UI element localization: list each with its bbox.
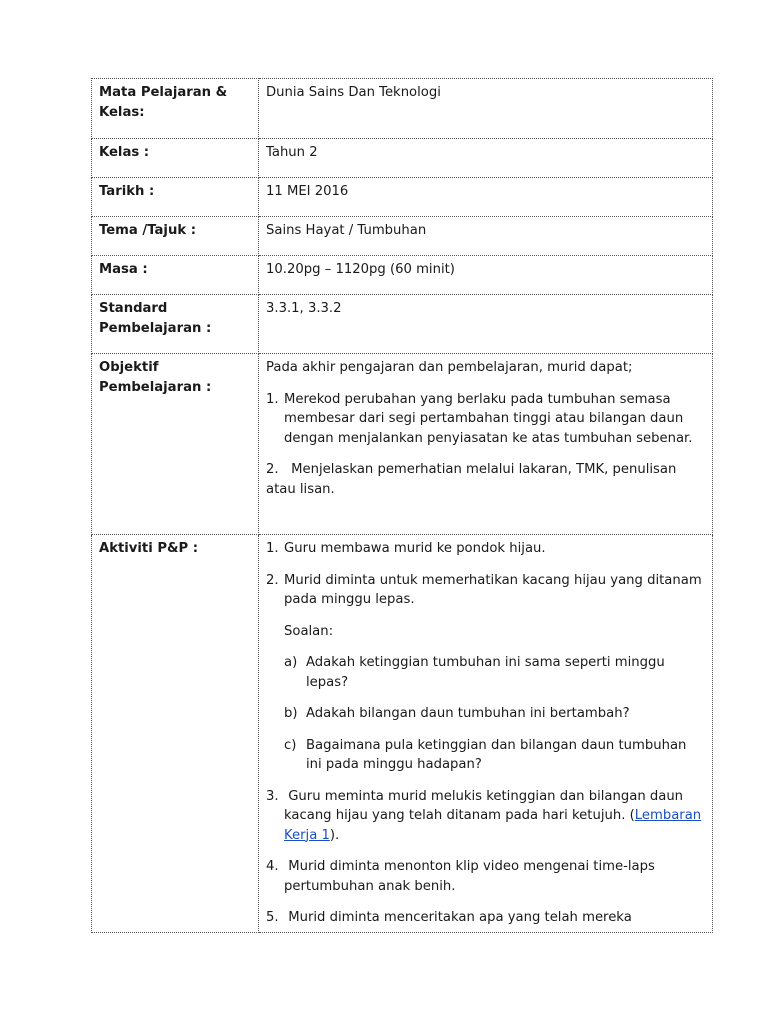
value-objektif: [259, 354, 713, 535]
aktiviti-item-text: Guru meminta murid melukis ketinggian dan bilangan daun kacang hijau yang telah ditanam pada hari ketujuh. (: [284, 788, 684, 823]
aktiviti-list: [266, 539, 704, 610]
lembaran-kerja-link[interactable]: Lembaran Kerja 1: [284, 808, 702, 843]
aktiviti-item-number: 2.: [266, 572, 279, 588]
soalan-item: [266, 653, 704, 692]
value-mata-pelajaran: Dunia Sains Dan Teknologi: [259, 79, 713, 139]
value-tema: Sains Hayat / Tumbuhan: [259, 217, 713, 256]
aktiviti-item-number: 5.: [266, 910, 279, 925]
objektif-item-2: [266, 460, 704, 499]
soalan-item-letter: c): [284, 737, 297, 753]
aktiviti-item: [266, 908, 704, 928]
row-mata-pelajaran: [92, 79, 713, 139]
value-masa: 10.20pg – 1120pg (60 minit): [259, 256, 713, 295]
objektif-item-text: Menjelaskan pemerhatian melalui lakaran, TMK, penulisan atau lisan.: [266, 462, 677, 497]
objektif-intro: Pada akhir pengajaran dan pembelajaran, murid dapat;: [266, 360, 633, 375]
label-mata-pelajaran: Mata Pelajaran & Kelas:: [92, 79, 259, 139]
objektif-item: [266, 390, 704, 449]
soalan-label: Soalan:: [284, 623, 334, 639]
soalan-item: [266, 736, 704, 775]
value-aktiviti: [259, 535, 713, 933]
value-standard: 3.3.1, 3.3.2: [259, 295, 713, 354]
aktiviti-item-text: Murid diminta untuk memerhatikan kacang hijau yang ditanam pada minggu lepas.: [284, 572, 702, 607]
label-masa: Masa :: [92, 256, 259, 295]
row-tema: [92, 217, 713, 256]
label-standard: Standard Pembelajaran :: [92, 295, 259, 354]
aktiviti-item-text: Guru membawa murid ke pondok hijau.: [284, 541, 546, 556]
row-standard: [92, 295, 713, 354]
aktiviti-item-number: 4.: [266, 859, 279, 874]
aktiviti-item-number: 3.: [266, 788, 279, 804]
objektif-item-number: 2.: [266, 462, 279, 477]
value-tarikh: 11 MEI 2016: [259, 178, 713, 217]
row-tarikh: [92, 178, 713, 217]
objektif-item-number: 1.: [266, 391, 279, 407]
label-tema: Tema /Tajuk :: [92, 217, 259, 256]
aktiviti-item: [266, 787, 704, 846]
row-objektif: [92, 354, 713, 535]
lesson-plan-table: [91, 78, 713, 933]
row-kelas: [92, 139, 713, 178]
objektif-item-text: Merekod perubahan yang berlaku pada tumbuhan semasa membesar dari segi pertambahan tinggi atau bilangan daun dengan menjalankan penyiasatan ke atas tumbuhan sebenar.: [284, 391, 693, 446]
soalan-item-letter: b): [284, 706, 298, 721]
soalan-item-text: Adakah ketinggian tumbuhan ini sama seperti minggu lepas?: [306, 655, 665, 690]
value-kelas: Tahun 2: [259, 139, 713, 178]
soalan-item-text: Adakah bilangan daun tumbuhan ini bertambah?: [306, 706, 630, 721]
objektif-list: [266, 390, 704, 449]
label-aktiviti: Aktiviti P&P :: [92, 535, 259, 933]
aktiviti-item: [266, 571, 704, 610]
aktiviti-item: [266, 857, 704, 896]
soalan-item: [266, 704, 704, 724]
aktiviti-list-continued: [266, 787, 704, 928]
soalan-item-letter: a): [284, 655, 298, 670]
aktiviti-item-text: Murid diminta menonton klip video mengenai time-laps pertumbuhan anak benih.: [284, 859, 655, 894]
soalan-item-text: Bagaimana pula ketinggian dan bilangan daun tumbuhan ini pada minggu hadapan?: [306, 737, 687, 772]
label-objektif: Objektif Pembelajaran :: [92, 354, 259, 535]
aktiviti-item-text-end: ).: [329, 827, 340, 843]
aktiviti-item: [266, 539, 704, 559]
aktiviti-item-text: Murid diminta menceritakan apa yang telah mereka: [288, 910, 632, 925]
label-tarikh: Tarikh :: [92, 178, 259, 217]
row-aktiviti: [92, 535, 713, 933]
aktiviti-item-number: 1.: [266, 541, 279, 556]
label-kelas: Kelas :: [92, 139, 259, 178]
row-masa: [92, 256, 713, 295]
